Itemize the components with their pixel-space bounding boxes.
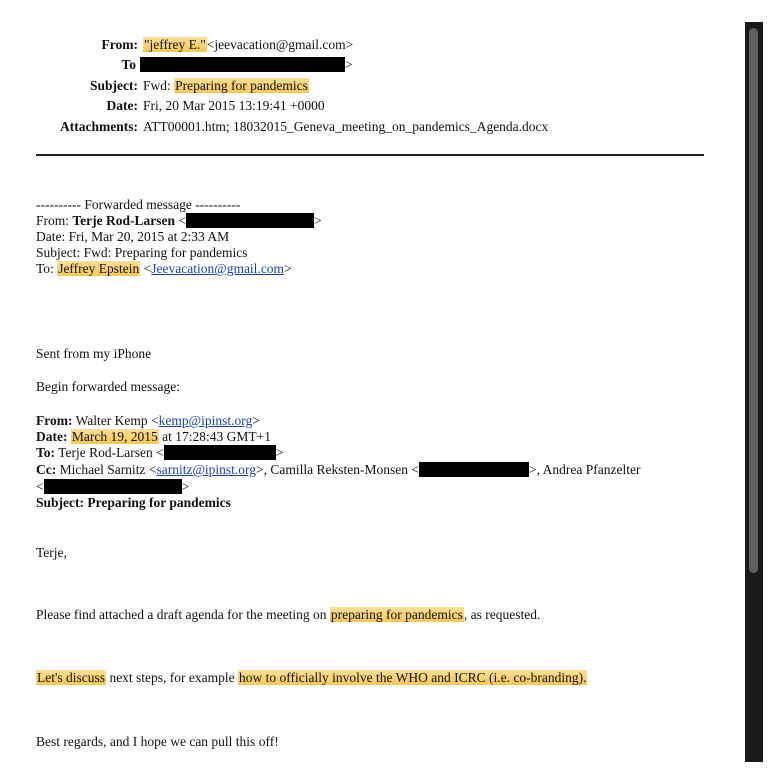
redaction-bar [140,57,345,72]
p1-highlight: preparing for pandemics [330,607,463,622]
subject-prefix: Fwd: [143,78,171,93]
from-name: "jeffrey E." [144,37,206,52]
p1-post: , as requested. [463,607,541,622]
forward2-to-close: > [275,445,284,460]
forward1-to [36,260,292,277]
date-label: Date: [106,98,138,113]
forward2-date-label: Date: [36,429,68,444]
to-suffix: > [345,57,353,72]
to-value [140,56,353,73]
forward1-from-close: > [314,213,322,228]
p2-mid: next steps, for example [109,670,235,685]
forward2-to-label: To: [36,445,56,460]
forward2-date-rest: at 17:28:43 GMT+1 [162,429,271,444]
forward2-subject-label: Subject: [36,495,84,510]
p1-pre: Please find attached a draft agenda for the meeting on [36,607,327,622]
subject-label: Subject: [90,78,138,93]
forward1-from-open: < [178,213,187,228]
from-label: From: [101,37,138,52]
forward1-from-name: Terje Rod-Larsen [72,213,176,228]
forward2-from-label: From: [36,413,73,428]
begin-forwarded-line: Begin forwarded message: [36,379,180,394]
forward2-cc-email-link[interactable]: sarnitz@ipinst.org [156,462,257,477]
forward1-from-prefix: From: [36,213,70,228]
forward2-from-email-link[interactable]: kemp@ipinst.org [158,413,253,428]
forward1-from [36,212,322,229]
attachments-value[interactable]: ATT00001.htm; 18032015_Geneva_meeting_on_pandemics_Agenda.docx [143,119,549,134]
forward2-date-highlight: March 19, 2015 [71,429,158,444]
forward2-subject-value: Preparing for pandemics [87,495,231,510]
forward2-cc-close: > [181,479,190,494]
forward2-cc-open: < [36,479,44,494]
forward2-cc-cont [36,478,189,495]
subject-value [143,77,309,94]
forward-divider: ---------- Forwarded message ---------- [36,197,241,212]
redaction-bar [186,213,314,228]
forward2-cc-mid: >, Camilla Reksten-Monsen < [256,462,419,477]
paragraph-2 [36,669,587,686]
forward2-to [36,444,283,461]
to-label: To [121,57,136,72]
date-value: Fri, 20 Mar 2015 13:19:41 +0000 [143,98,325,113]
forward2-cc-name1: Michael Sarnitz < [59,462,157,477]
forward1-to-name: Jeffrey Epstein [58,261,140,276]
forward1-to-email-link[interactable]: Jeevacation@gmail.com [151,261,285,276]
forward2-from-name: Walter Kemp < [75,413,159,428]
p2-highlight-2: how to officially involve the WHO and ICRC (i.e. co-branding). [239,670,587,685]
redaction-bar [164,445,276,460]
forward2-date [36,428,271,445]
redaction-bar [44,479,182,494]
greeting: Terje, [36,545,67,560]
forward2-subject [36,494,231,511]
from-email: <jeevacation@gmail.com> [206,37,354,52]
forward2-to-name: Terje Rod-Larsen < [58,445,164,460]
sent-from-line: Sent from my iPhone [36,346,152,361]
paragraph-1 [36,606,540,623]
forward1-date: Date: Fri, Mar 20, 2015 at 2:33 AM [36,229,230,244]
scrollbar-thumb[interactable] [749,28,758,573]
closing-line: Best regards, and I hope we can pull this off! [36,734,279,749]
forward1-to-open: < [143,261,152,276]
forward1-subject: Subject: Fwd: Preparing for pandemics [36,245,248,260]
subject-text: Preparing for pandemics [175,78,308,93]
forward2-from-close: > [252,413,260,428]
forward1-to-close: > [284,261,292,276]
forward2-cc-mid2: >, Andrea Pfanzelter [529,462,641,477]
forward1-to-prefix: To: [36,261,54,276]
forward2-cc-label: Cc: [36,462,57,477]
header-divider [36,154,704,156]
redaction-bar [419,462,529,477]
from-value [143,36,353,53]
p2-highlight-1: Let's discuss [37,670,106,685]
forward2-cc [36,461,640,478]
forward2-from [36,412,260,429]
attachments-label: Attachments: [60,119,138,134]
